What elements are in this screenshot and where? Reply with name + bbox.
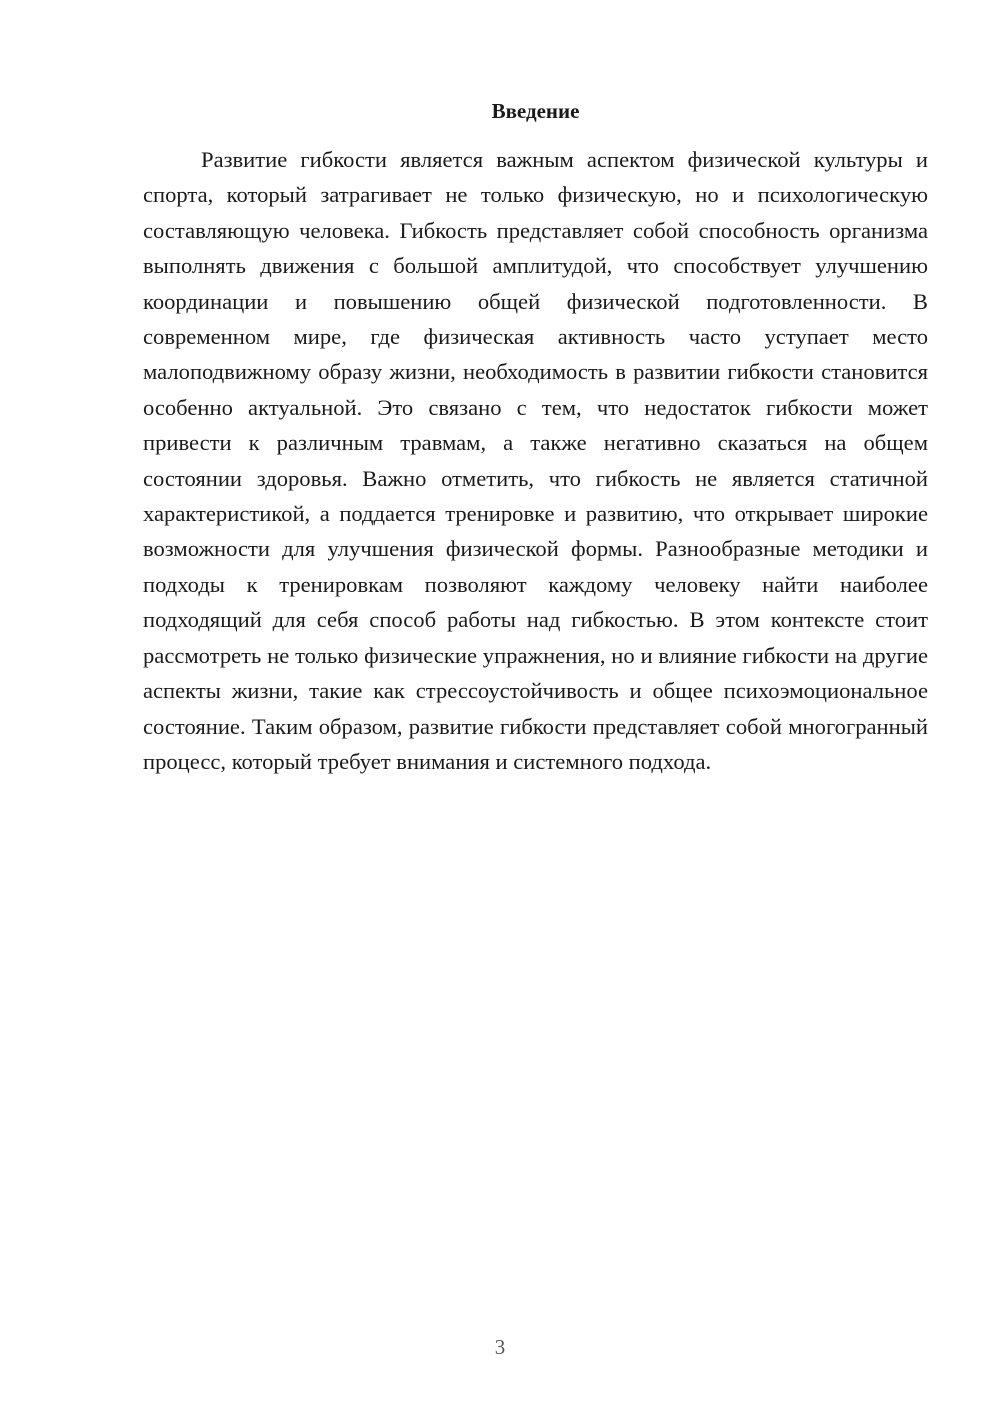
body-paragraph: Развитие гибкости является важным аспектом физической культуры и спорта, который затрагивает не только физическую, но и психологическую составляющую человека. Гибкость представляет собой способность организма выполнять движения с большой амплитудой, что способствует улучшению координации и повышению общей физической подготовленности. В современном мире, где физическая активность часто уступает место малоподвижному образу жизни, необходимость в развитии гибкости становится особенно актуальной. Это связано с тем, что недостаток гибкости может привести к различным травмам, а также негативно сказаться на общем состоянии здоровья. Важно отметить, что гибкость не является статичной характеристикой, а поддается тренировке и развитию, что открывает широкие возможности для улучшения физической формы. Разнообразные методики и подходы к тренировкам позволяют каждому человеку найти наиболее подходящий для себя способ работы над гибкостью. В этом контексте стоит рассмотреть не только физические упражнения, но и влияние гибкости на другие аспекты жизни, такие как стрессоустойчивость и общее психоэмоциональное состояние. Таким образом, развитие гибкости представляет собой многогранный процесс, который требует внимания и системного подхода.: [143, 147, 928, 774]
section-heading: Введение: [491, 99, 580, 123]
page-number: 3: [494, 1335, 506, 1359]
